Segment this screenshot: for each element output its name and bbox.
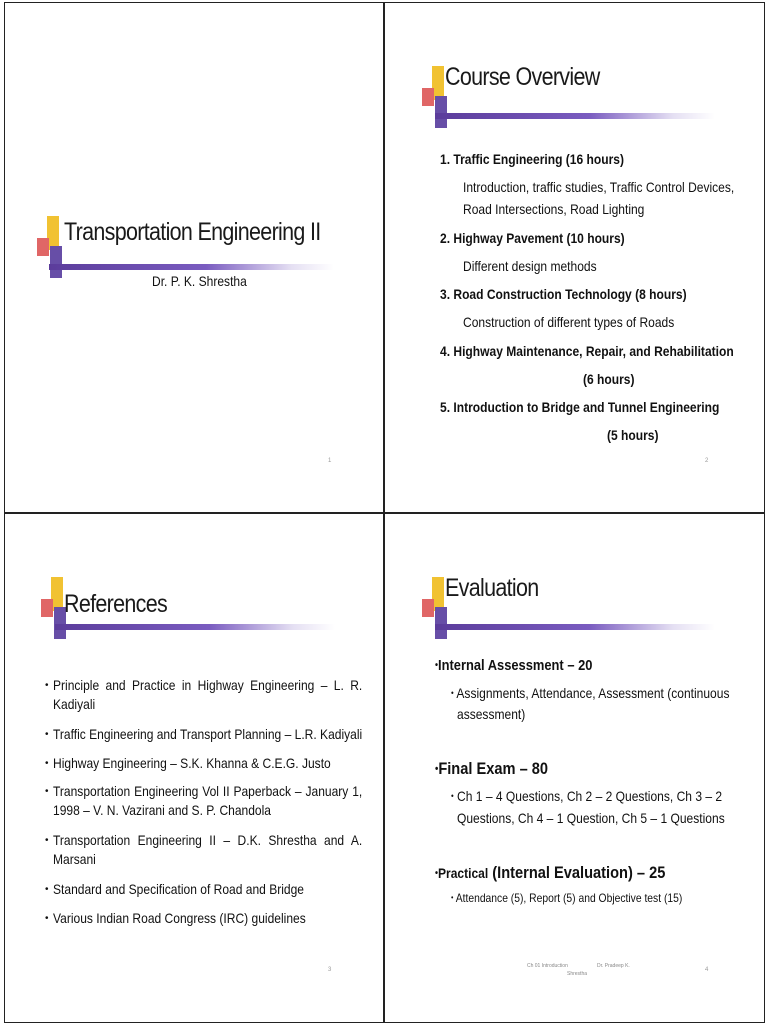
reference-item: • Various Indian Road Congress (IRC) guidelines — [45, 910, 306, 926]
overview-item-1: 1. Traffic Engineering (16 hours) — [440, 151, 624, 167]
footer-chapter: Ch 01 Introduction — [527, 963, 568, 969]
practical-detail: • Attendance (5), Report (5) and Objective test (15) — [451, 891, 683, 905]
title-underline — [55, 624, 335, 630]
overview-hours: (5 hours) — [607, 427, 659, 443]
page-number: 1 — [328, 458, 332, 464]
slide-title-text: Transportation Engineering II — [64, 218, 321, 246]
reference-item: • Transportation Engineering Vol II Paperback – January 1, 1998 – V. N. Vazirani and S. P. Chandola — [45, 783, 363, 818]
final-detail-cont: Questions, Ch 4 – 1 Question, Ch 5 – 1 Questions — [457, 810, 725, 826]
internal-label: Internal Assessment — [438, 657, 564, 674]
title-underline — [435, 624, 715, 630]
page-number: 4 — [705, 967, 709, 973]
reference-item: • Standard and Specification of Road and Bridge — [45, 881, 305, 897]
reference-item: • Principle and Practice in Highway Engineering – L. R. Kadiyali — [45, 677, 363, 712]
internal-assessment: •Internal Assessment – 20 — [435, 657, 593, 674]
slide-course-overview — [384, 2, 765, 513]
overview-detail: Road Intersections, Road Lighting — [463, 201, 645, 217]
author-name: Dr. P. K. Shrestha — [152, 273, 247, 289]
slide-title — [4, 2, 384, 513]
overview-item-2: 2. Highway Pavement (10 hours) — [440, 230, 625, 246]
footer-author: Dr. Pradeep K. — [597, 963, 630, 969]
internal-score: – 20 — [563, 657, 593, 674]
practical-label: Practical — [438, 865, 489, 881]
slide-references — [4, 513, 384, 1023]
page-number: 3 — [328, 967, 332, 973]
footer-author-cont: Shrestha — [567, 971, 588, 977]
slide-title-text: References — [64, 590, 168, 618]
final-exam: •Final Exam – 80 — [435, 759, 549, 778]
overview-detail: Different design methods — [463, 258, 597, 274]
reference-item: • Transportation Engineering II – D.K. Shrestha and A. Marsani — [45, 832, 363, 867]
slide-evaluation — [384, 513, 765, 1023]
practical-evaluation: •Practical (Internal Evaluation) – 25 — [435, 863, 666, 882]
slide-title-text: Evaluation — [445, 574, 539, 602]
overview-detail: Introduction, traffic studies, Traffic Control Devices, — [463, 179, 735, 195]
overview-item-3: 3. Road Construction Technology (8 hours) — [440, 286, 687, 302]
slide-title-text: Course Overview — [445, 63, 600, 91]
practical-rest: (Internal Evaluation) – 25 — [488, 863, 666, 882]
overview-detail: Construction of different types of Roads — [463, 314, 675, 330]
overview-item-4: 4. Highway Maintenance, Repair, and Rehabilitation — [440, 343, 734, 359]
overview-hours: (6 hours) — [583, 371, 635, 387]
internal-detail: • Assignments, Attendance, Assessment (continuous — [451, 685, 730, 701]
page-number: 2 — [705, 458, 709, 464]
title-underline — [435, 113, 715, 119]
internal-detail-cont: assessment) — [457, 706, 526, 722]
title-underline — [49, 264, 334, 270]
reference-item: • Traffic Engineering and Transport Planning – L.R. Kadiyali — [45, 726, 363, 742]
reference-item: • Highway Engineering – S.K. Khanna & C.E.G. Justo — [45, 755, 331, 771]
final-detail: • Ch 1 – 4 Questions, Ch 2 – 2 Questions, Ch 3 – 2 — [451, 788, 723, 804]
overview-item-5: 5. Introduction to Bridge and Tunnel Engineering — [440, 399, 720, 415]
